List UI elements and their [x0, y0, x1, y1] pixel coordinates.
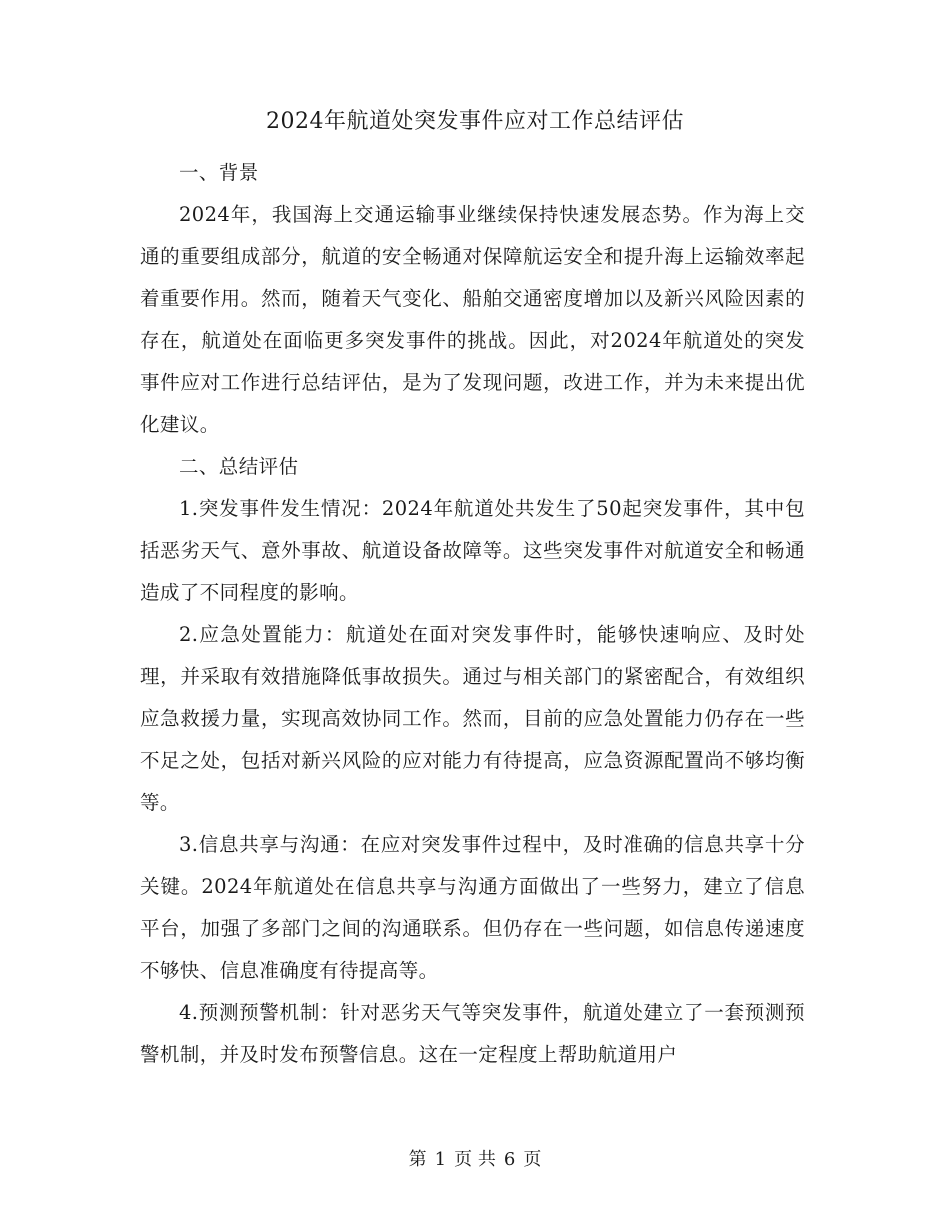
section-heading-background: 一、背景	[179, 161, 259, 184]
document-title: 2024年航道处突发事件应对工作总结评估	[266, 109, 684, 134]
footer-suffix: 页	[523, 1149, 542, 1170]
footer-current-page: 1	[434, 1149, 447, 1170]
paragraph-emergency-response: 2.应急处置能力：航道处在面对突发事件时，能够快速响应、及时处理，并采取有效措施降低事故损失。通过与相关部门的紧密配合，有效组织应急救援力量，实现高效协同工作。然而，目前的应急处置能力仍存在一些不足之处，包括对新兴风险的应对能力有待提高，应急资源配置尚不够均衡等。	[140, 623, 805, 814]
document-body	[140, 152, 805, 1076]
paragraph-background: 2024年，我国海上交通运输事业继续保持快速发展态势。作为海上交通的重要组成部分，航道的安全畅通对保障航运安全和提升海上运输效率起着重要作用。然而，随着天气变化、船舶交通密度增加以及新兴风险因素的存在，航道处在面临更多突发事件的挑战。因此，对2024年航道处的突发事件应对工作进行总结评估，是为了发现问题，改进工作，并为未来提出优化建议。	[140, 203, 805, 436]
paragraph-forecast-warning: 4.预测预警机制：针对恶劣天气等突发事件，航道处建立了一套预测预警机制，并及时发布预警信息。这在一定程度上帮助航道用户	[140, 1001, 805, 1066]
footer-prefix: 第	[408, 1149, 427, 1170]
footer-mid: 页 共	[454, 1149, 496, 1170]
paragraph-information-sharing: 3.信息共享与沟通：在应对突发事件过程中，及时准确的信息共享十分关键。2024年航道处在信息共享与沟通方面做出了一些努力，建立了信息平台，加强了多部门之间的沟通联系。但仍存在一些问题，如信息传递速度不够快、信息准确度有待提高等。	[140, 833, 805, 982]
section-heading-evaluation: 二、总结评估	[179, 455, 299, 478]
page-footer	[0, 1147, 950, 1173]
paragraph-incidents: 1.突发事件发生情况：2024年航道处共发生了50起突发事件，其中包括恶劣天气、意外事故、航道设备故障等。这些突发事件对航道安全和畅通造成了不同程度的影响。	[140, 497, 805, 604]
footer-total-pages: 6	[503, 1149, 516, 1170]
